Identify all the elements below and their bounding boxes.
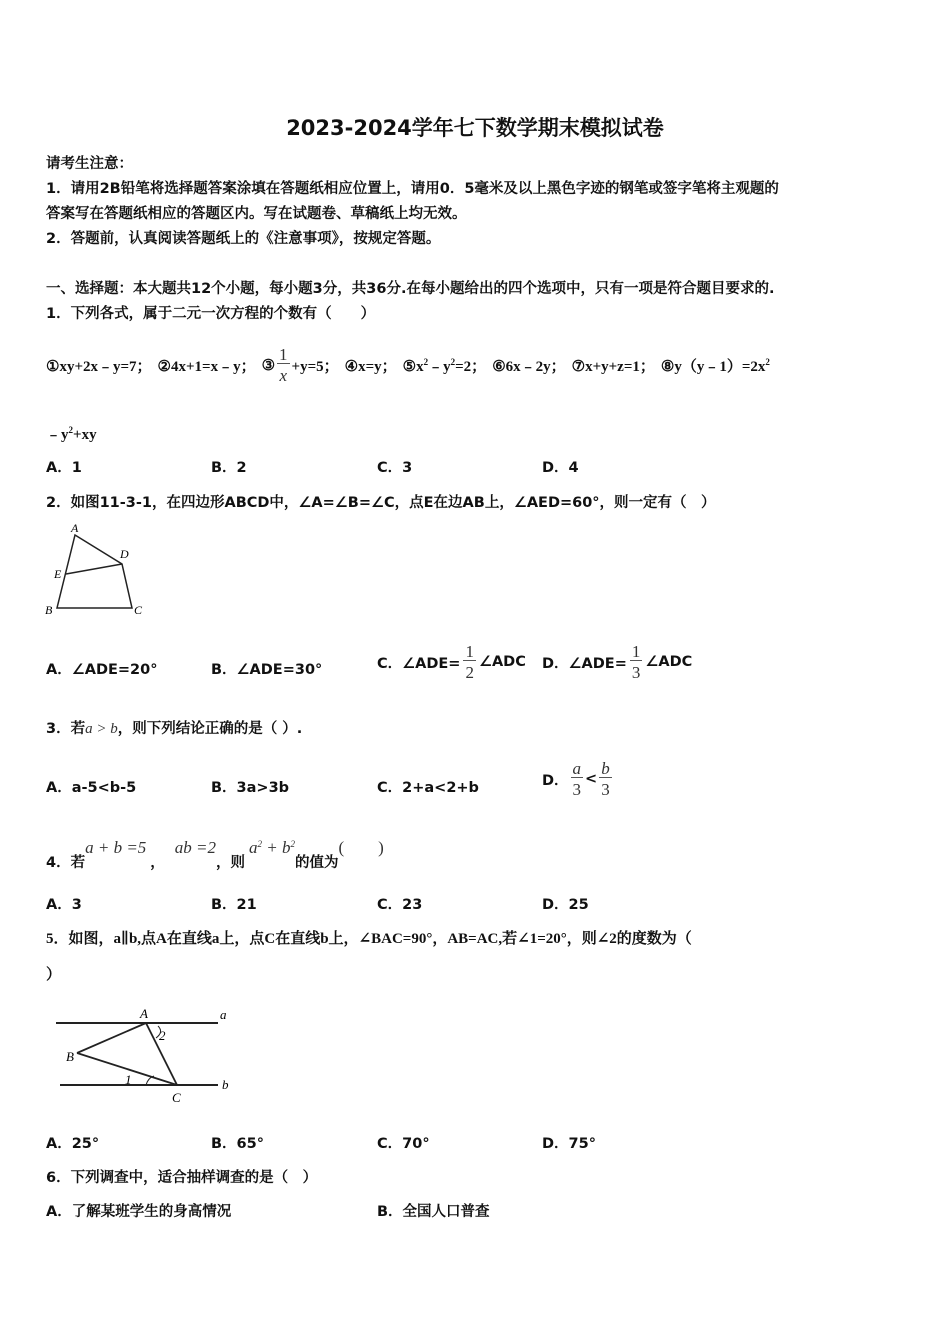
q1-option-a[interactable]: A．1 <box>46 460 82 476</box>
q1-item-8: $⑧y(y﹣1)=2x^2$ <box>660 356 770 375</box>
parallel-lines-figure <box>50 1000 250 1110</box>
q2-option-d[interactable]: D．∠ADE= $\frac{1}{3}$ ∠ADC <box>542 642 693 682</box>
q2-option-b[interactable]: B．∠ADE=30° <box>211 662 323 678</box>
fraction-b-over-3: $\frac{b}{3}$ <box>601 759 610 799</box>
q4-option-c[interactable]: C．23 <box>377 897 423 913</box>
q1-option-c[interactable]: C．3 <box>377 460 413 476</box>
label-E: E <box>54 567 62 581</box>
fraction-a-over-3: $\frac{a}{3}$ <box>572 759 582 799</box>
q2-option-a[interactable]: A．∠ADE=20° <box>46 662 158 678</box>
notice-line-2: 2．答题前，认真阅读答题纸上的《注意事项》，按规定答题。 <box>46 231 441 247</box>
label-B: B <box>66 1049 74 1064</box>
q1-item-5: $⑤x^2﹣y^2=2$； <box>402 356 487 375</box>
notice-line-1: 1．请用2B铅笔将选择题答案涂填在答题纸相应位置上，请用0．5毫米及以上黑色字迹的钢笔或签字笔将主观题的 <box>46 181 779 197</box>
question-3-stem: 3．若a > b，则下列结论正确的是（ ）. <box>46 721 303 737</box>
question-6-stem: 6．下列调查中，适合抽样调查的是（ ） <box>46 1170 318 1186</box>
q4-option-d[interactable]: D．25 <box>542 897 589 913</box>
q1-item-6: ⑥6x﹣2y； <box>492 358 566 375</box>
label-A: A <box>71 521 79 535</box>
quadrilateral-figure <box>42 518 152 618</box>
label-C: C <box>172 1090 181 1105</box>
q6-option-a[interactable]: A．了解某班学生的身高情况 <box>46 1204 232 1220</box>
q5-option-b[interactable]: B．65° <box>211 1136 264 1152</box>
fraction-one-third: $\frac{1}{3}$ <box>631 642 641 682</box>
question-4-stem: 4．若a + b =5，ab =2，则$a^2 + b^2$的值为( ) <box>46 838 384 871</box>
question-5-stem: 5．如图，a∥b,点A在直线a上，点C在直线b上，∠BAC=90°，AB=AC,若∠1=20°，则∠2的度数为（ <box>46 931 692 947</box>
notice-heading: 请考生注意： <box>46 156 133 172</box>
q1-option-d[interactable]: D．4 <box>542 460 579 476</box>
q4-option-a[interactable]: A．3 <box>46 897 82 913</box>
section-heading: 一、选择题：本大题共12个小题，每小题3分，共36分.在每小题给出的四个选项中，只有一项是符合题目要求的. <box>46 281 775 297</box>
q1-item-3-prefix: ③ <box>261 357 276 374</box>
q1-item-3-fraction: $\frac{1}{x}$ <box>279 345 288 385</box>
label-A: A <box>140 1006 148 1021</box>
label-angle-2: 2 <box>159 1028 166 1043</box>
q6-option-b[interactable]: B．全国人口普查 <box>377 1204 490 1220</box>
q1-item-2: ②4x+1=x﹣y； <box>157 358 256 375</box>
q3-option-c[interactable]: C．2+a<2+b <box>377 780 479 796</box>
label-line-a: a <box>220 1007 227 1022</box>
q5-option-a[interactable]: A．25° <box>46 1136 100 1152</box>
question-1-items <box>46 335 770 395</box>
page-title: 2023-2024学年七下数学期末模拟试卷 <box>286 116 664 140</box>
fraction-one-half: $\frac{1}{2}$ <box>465 642 474 682</box>
q5-option-c[interactable]: C．70° <box>377 1136 430 1152</box>
label-D: D <box>120 547 129 561</box>
q5-option-d[interactable]: D．75° <box>542 1136 596 1152</box>
q3-option-d[interactable]: D． $\frac{a}{3}$ < $\frac{b}{3}$ <box>542 759 610 799</box>
question-1-stem: 1．下列各式，属于二元一次方程的个数有（ ） <box>46 306 376 322</box>
label-B: B <box>45 603 53 617</box>
label-C: C <box>134 603 143 617</box>
q1-option-b[interactable]: B．2 <box>211 460 247 476</box>
q4-option-b[interactable]: B．21 <box>211 897 257 913</box>
notice-line-1-cont: 答案写在答题纸相应的答题区内。写在试题卷、草稿纸上均无效。 <box>46 206 467 222</box>
q1-item-8-cont: $﹣y^2+xy$ <box>46 425 97 443</box>
label-line-b: b <box>222 1077 229 1092</box>
q1-item-7: ⑦x+y+z=1； <box>571 358 655 375</box>
q1-item-4: ④x=y； <box>344 358 397 375</box>
question-5-stem-cont: ） <box>46 967 62 983</box>
q2-option-c[interactable]: C．∠ADE= $\frac{1}{2}$ ∠ADC <box>377 642 526 682</box>
question-2-stem: 2．如图11-3-1，在四边形ABCD中，∠A=∠B=∠C，点E在边AB上，∠AED=60°，则一定有（ ） <box>46 495 716 511</box>
q3-option-a[interactable]: A．a-5<b-5 <box>46 780 137 796</box>
q1-item-1: ①xy+2x﹣y=7； <box>46 358 152 375</box>
q1-item-3-suffix: +y=5； <box>291 358 339 375</box>
q3-option-b[interactable]: B．3a>3b <box>211 780 290 796</box>
label-angle-1: 1 <box>125 1072 132 1087</box>
